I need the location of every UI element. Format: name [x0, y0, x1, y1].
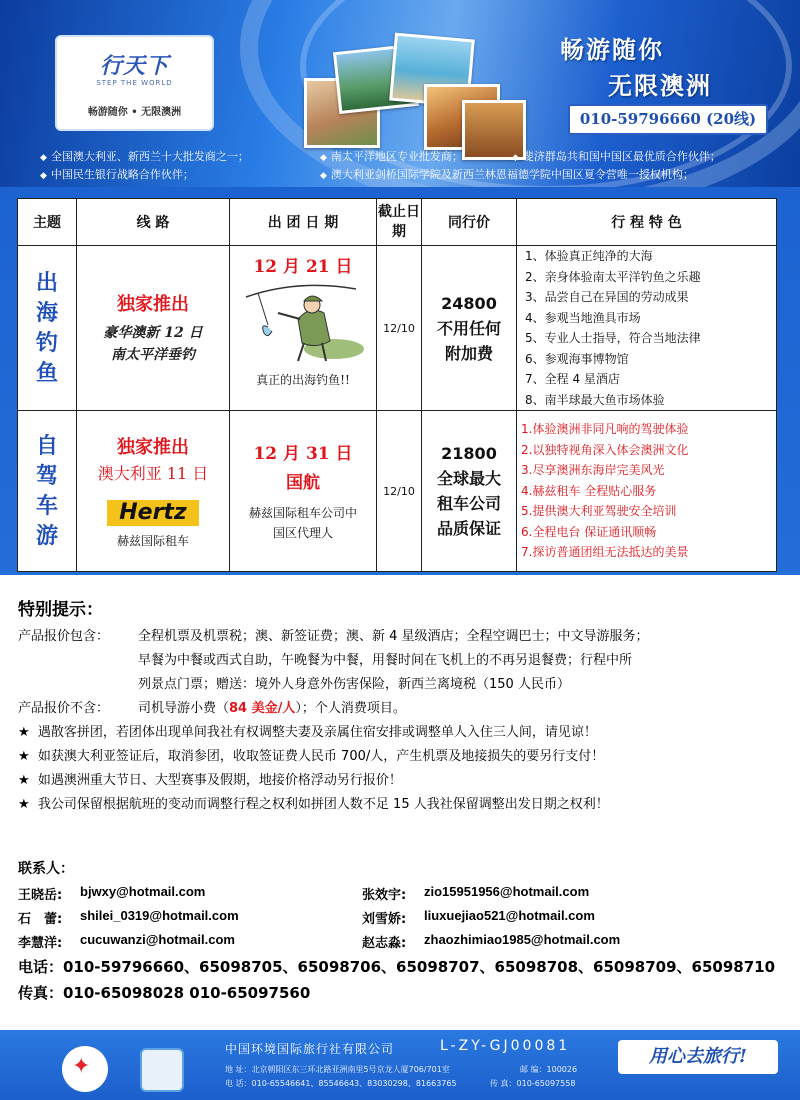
highlight-item: ◆ 中国民生银行战略合作伙伴； [40, 168, 194, 181]
table-header-row [18, 199, 777, 246]
note-star-item: ★ 如遇澳洲重大节日、大型赛事及假期，地接价格浮动另行报价！ [18, 773, 402, 788]
partner-logo [62, 1046, 108, 1092]
include-line-1: 全程机票及机票税；澳、新签证费；澳、新 4 星级酒店；全程空调巴士；中文导游服务； [138, 629, 649, 644]
include-label: 产品报价包含： [18, 629, 110, 644]
note-star-item: ★ 遇散客拼团，若团体出现单间我社有权调整夫妻及亲属住宿安排或调整单人入住三人间，请见谅！ [18, 725, 597, 740]
exclude-line: 司机导游小费（84 美金/人）；个人消费项目。 [138, 701, 406, 716]
features-cell [517, 246, 777, 411]
date-caption: 真正的出海钓鱼!! [256, 373, 350, 387]
feature-item: 3.尽享澳洲东海岸完美风光 [521, 463, 665, 478]
contact-name: 王晓岳: [18, 888, 63, 903]
agency-badge-icon [140, 1048, 184, 1092]
contact-name: 张效宇: [362, 888, 407, 903]
diamond-icon: ◆ [320, 171, 327, 181]
license-number: L-ZY-GJ00081 [440, 1038, 571, 1054]
col-header-cutoff: 截止日期 [377, 199, 422, 246]
highlight-item: ◆ 澳大利亚剑桥国际学院及新西兰林恩福德学院中国区夏令营唯一授权机构； [320, 168, 694, 181]
route-cell [77, 246, 230, 411]
diamond-icon: ◆ [512, 153, 519, 163]
feature-item: 3、品尝自己在异国的劳动成果 [525, 290, 689, 304]
company-tel: 电 话：010-65546641、85546643、83030298、81663765 [225, 1079, 457, 1088]
star-icon: ★ [18, 773, 38, 788]
price-value: 21800 [441, 444, 497, 463]
feature-item: 7、全程 4 星酒店 [525, 372, 620, 386]
col-header-date: 出 团 日 期 [230, 199, 377, 246]
include-line-2: 早餐为中餐或西式自助，午晚餐为中餐，用餐时间在飞机上的不再另退餐费；行程中所 [138, 653, 633, 668]
tip-amount: 84 美金/人 [229, 701, 296, 716]
special-notes [0, 575, 800, 840]
feature-item: 1.体验澳洲非同凡响的驾驶体验 [521, 422, 689, 437]
contact-email[interactable]: shilei_0319@hotmail.com [80, 908, 239, 923]
feature-item: 2.以独特视角深入体会澳洲文化 [521, 442, 689, 457]
date-cell [230, 411, 377, 572]
col-header-route: 线 路 [77, 199, 230, 246]
slogan-line-1: 畅游随你 [560, 35, 664, 64]
cutoff-date: 12/10 [377, 411, 422, 572]
contact-name: 李慧洋: [18, 936, 63, 951]
col-header-features: 行 程 特 色 [517, 199, 777, 246]
price-note-1: 不用任何 [436, 318, 501, 338]
price-note-2: 租车公司 [436, 494, 501, 513]
theme-self-drive: 自驾车游 [35, 433, 58, 549]
footer [0, 1030, 800, 1100]
route-cell [77, 411, 230, 572]
contact-email[interactable]: cucuwanzi@hotmail.com [80, 932, 235, 947]
price-note-2: 附加费 [444, 343, 493, 363]
agent-note: 赫兹国际租车公司中国区代理人 [248, 506, 357, 540]
brand-name: 赫兹国际租车 [116, 534, 189, 548]
company-address: 地 址：北京朝阳区东三环北路亚洲南里5号京龙人厦706/701室 [225, 1065, 450, 1074]
feature-item: 4.赫兹租车 全程贴心服务 [521, 483, 657, 498]
hertz-logo: Hertz [107, 500, 199, 526]
feature-item: 4、参观当地渔具市场 [525, 310, 641, 325]
contact-name: 石 蕾: [18, 912, 63, 927]
note-star-item: ★ 如获澳大利亚签证后，取消参团，收取签证费人民币 700/人，产生机票及地接损失的要另行支付！ [18, 749, 605, 764]
star-icon: ★ [18, 725, 38, 740]
tour-table [17, 198, 777, 572]
star-icon: ★ [18, 749, 38, 764]
departure-date: 12 月 21 日 [253, 257, 353, 277]
diamond-icon: ◆ [40, 153, 47, 163]
slogan-line-2: 无限澳洲 [608, 71, 712, 100]
airline: 国航 [286, 473, 320, 493]
highlight-item: ◆ 斐济群岛共和国中国区最优质合作伙伴； [512, 150, 721, 163]
feature-item: 8、南半球最大鱼市场体验 [525, 392, 665, 407]
date-cell [230, 246, 377, 411]
theme-cell [18, 411, 77, 572]
contact-email[interactable]: zio15951956@hotmail.com [424, 884, 590, 899]
logo-main-text: 行天下 [99, 53, 169, 79]
price-cell [422, 246, 517, 411]
cutoff-date: 12/10 [377, 246, 422, 411]
contact-name: 赵志淼: [362, 936, 407, 951]
fax-numbers: 传真：010-65098028 010-65097560 [18, 984, 311, 1002]
feature-item: 5.提供澳大利亚驾驶安全培训 [521, 504, 677, 519]
feature-item: 6.全程电台 保证通讯顺畅 [521, 524, 657, 539]
fisherman-illustration [238, 279, 368, 369]
highlight-item: ◆ 南太平洋地区专业批发商； [320, 150, 463, 163]
phone-numbers: 电话：010-59796660、65098705、65098706、65098707、65098708、65098709、65098710 [18, 958, 776, 976]
exclude-label: 产品报价不含： [18, 701, 110, 716]
table-row [18, 411, 777, 572]
feature-item: 2、亲身体验南太平洋钓鱼之乐趣 [525, 269, 701, 284]
contact-email[interactable]: bjwxy@hotmail.com [80, 884, 206, 899]
note-star-item: ★ 我公司保留根据航班的变动而调整行程之权利如拼团人数不足 15 人我社保留调整出发日期之权利！ [18, 797, 609, 812]
price-cell [422, 411, 517, 572]
footer-slogan: 用心去旅行! [618, 1040, 778, 1074]
header-banner [0, 0, 800, 187]
theme-fishing: 出海钓鱼 [35, 270, 58, 386]
diamond-icon: ◆ [40, 171, 47, 181]
hotline-phone: 010-59796660 (20线) [568, 104, 768, 135]
runner-icon: ✦ [72, 1054, 91, 1079]
route-line-1: 澳大利亚 11 日 [97, 464, 209, 483]
feature-item: 6、参观海事博物馆 [525, 351, 629, 366]
contact-email[interactable]: liuxuejiao521@hotmail.com [424, 908, 595, 923]
company-name: 中国环境国际旅行社有限公司 [225, 1042, 395, 1056]
contacts-title: 联系人： [18, 861, 74, 877]
col-header-price: 同行价 [422, 199, 517, 246]
price-note-1: 全球最大 [436, 469, 501, 488]
notes-title: 特别提示： [18, 600, 103, 620]
contact-name: 刘雪娇: [362, 912, 407, 927]
logo-sub-text: STEP THE WORLD [96, 79, 173, 87]
company-postcode: 邮 编：100026 [520, 1065, 578, 1074]
price-note-3: 品质保证 [436, 519, 501, 538]
diamond-icon: ◆ [320, 153, 327, 163]
route-line-1: 豪华澳新 12 日 [103, 325, 203, 341]
star-icon: ★ [18, 797, 38, 812]
price-value: 24800 [441, 293, 497, 313]
logo-tagline: 畅游随你 • 无限澳洲 [87, 107, 182, 118]
brand-logo [55, 35, 214, 131]
exclusive-badge: 独家推出 [117, 294, 189, 315]
col-header-theme: 主题 [18, 199, 77, 246]
contact-email[interactable]: zhaozhimiao1985@hotmail.com [424, 932, 621, 947]
feature-item: 1、体验真正纯净的大海 [525, 249, 653, 263]
theme-cell [18, 246, 77, 411]
feature-item: 5、专业人士指导，符合当地法律 [525, 331, 701, 345]
company-fax: 传 真：010-65097558 [490, 1079, 576, 1088]
route-line-2: 南太平洋垂钓 [111, 347, 195, 363]
table-row [18, 246, 777, 411]
highlight-item: ◆ 全国澳大利亚、新西兰十大批发商之一； [40, 150, 249, 163]
departure-date: 12 月 31 日 [253, 444, 353, 464]
features-cell [517, 411, 777, 572]
include-line-3: 列景点门票；赠送：境外人身意外伤害保险，新西兰离境税（150 人民币） [138, 677, 570, 692]
feature-item: 7.探访普通团组无法抵达的美景 [521, 545, 689, 560]
exclusive-badge: 独家推出 [117, 437, 189, 458]
